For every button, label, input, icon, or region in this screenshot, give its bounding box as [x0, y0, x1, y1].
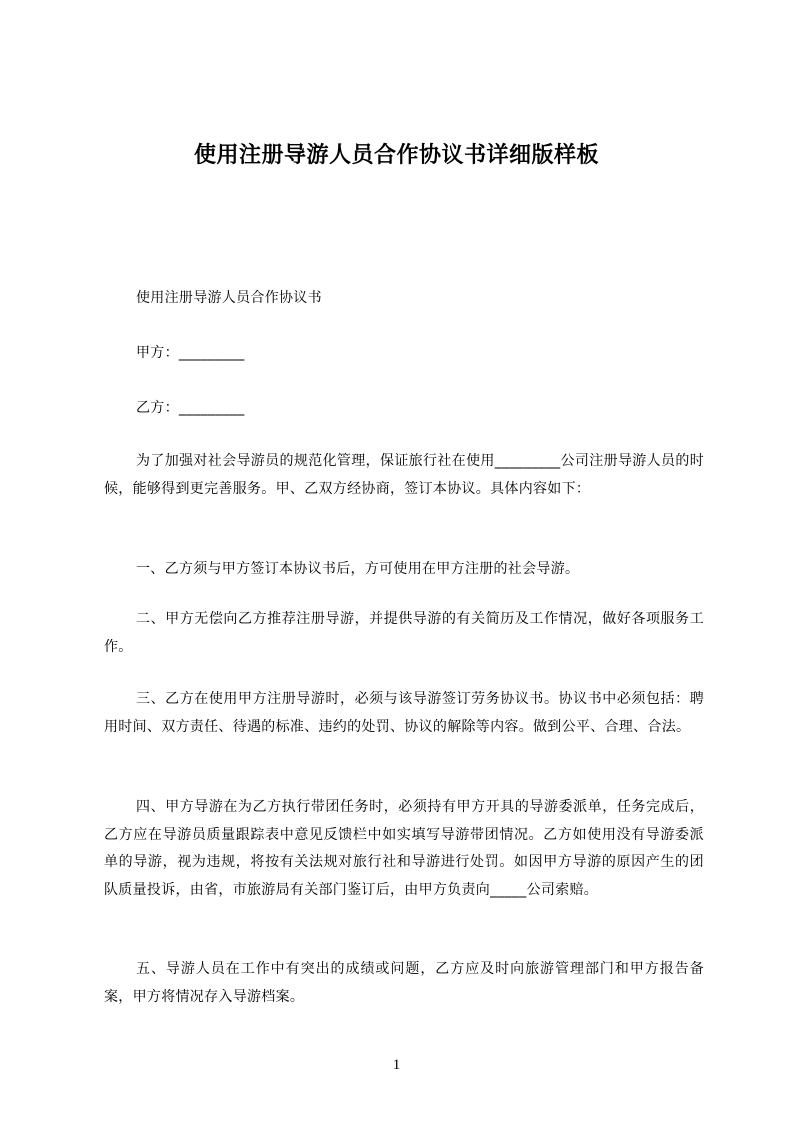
clause-2: 二、甲方无偿向乙方推荐注册导游，并提供导游的有关简历及工作情况，做好各项服务工作。	[104, 611, 704, 655]
clause-4: 四、甲方导游在为乙方执行带团任务时，必须持有甲方开具的导游委派单，任务完成后，乙方应在导游员质量跟踪表中意见反馈栏中如实填写导游带团情况。乙方如使用没有导游委派单的导游，视为违规，将按有关法规对旅行社和导游进行处罚。如因甲方导游的原因产生的团队质量投诉，由省，市旅游局有关部门鉴订后，由甲方负责向_____公司索赔。	[104, 799, 704, 898]
intro-paragraph: 为了加强对社会导游员的规范化管理，保证旅行社在使用_________公司注册导游人员的时候，能够得到更完善服务。甲、乙双方经协商，签订本协议。具体内容如下：	[104, 453, 704, 497]
party-a-line: 甲方：_________	[136, 345, 245, 361]
agreement-heading: 使用注册导游人员合作协议书	[136, 290, 322, 306]
party-b-line: 乙方：_________	[136, 400, 245, 416]
document-title: 使用注册导游人员合作协议书详细版样板	[193, 143, 599, 168]
page-number: 1	[392, 1057, 401, 1073]
clause-1: 一、乙方须与甲方签订本协议书后，方可使用在甲方注册的社会导游。	[136, 561, 580, 577]
clause-5: 五、导游人员在工作中有突出的成绩或问题，乙方应及时向旅游管理部门和甲方报告备案，甲方将情况存入导游档案。	[104, 961, 704, 1005]
clause-3: 三、乙方在使用甲方注册导游时，必须与该导游签订劳务协议书。协议书中必须包括：聘用时间、双方责任、待遇的标准、违约的处罚、协议的解除等内容。做到公平、合理、合法。	[104, 691, 704, 735]
